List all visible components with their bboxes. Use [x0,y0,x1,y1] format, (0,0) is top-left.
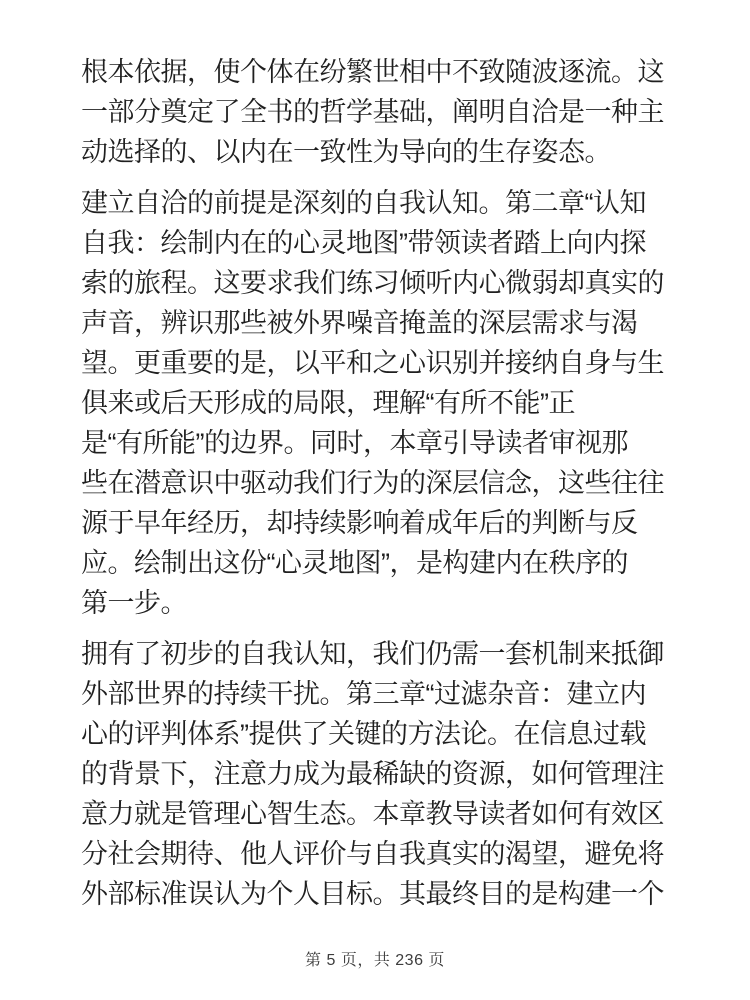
text-line: 索的旅程。这要求我们练习倾听内心微弱却真实的 [81,268,664,298]
text-line: 外部世界的持续干扰。第三章“过滤杂音：建立内 [81,679,646,709]
text-line: 分社会期待、他人评价与自我真实的渴望，避免将 [81,839,664,869]
text-line: 动选择的、以内在一致性为导向的生存姿态。 [81,137,611,167]
paragraph-1 [81,52,681,172]
text-line: 心的评判体系”提供了关键的方法论。在信息过载 [81,719,646,749]
text-line: 建立自洽的前提是深刻的自我认知。第二章“认知 [81,188,646,218]
text-line: 的背景下，注意力成为最稀缺的资源，如何管理注 [81,759,664,789]
text-line: 根本依据，使个体在纷繁世相中不致随波逐流。这 [81,57,664,87]
text-line: 声音，辨识那些被外界噪音掩盖的深层需求与渴 [81,308,638,338]
page-footer [0,947,750,970]
text-line: 源于早年经历，却持续影响着成年后的判断与反 [81,508,638,538]
text-line: 俱来或后天形成的局限，理解“有所不能”正 [81,388,575,418]
page-number-indicator: 第 5 页，共 236 页 [305,952,445,969]
paragraph-3 [81,634,681,914]
text-line: 应。绘制出这份“心灵地图”，是构建内在秩序的 [81,548,628,578]
text-line: 是“有所能”的边界。同时，本章引导读者审视那 [81,428,628,458]
text-line: 拥有了初步的自我认知，我们仍需一套机制来抵御 [81,639,664,669]
document-body [81,52,681,925]
paragraph-2 [81,183,681,623]
text-line: 外部标准误认为个人目标。其最终目的是构建一个 [81,879,664,909]
text-line: 些在潜意识中驱动我们行为的深层信念，这些往往 [81,468,664,498]
text-line: 第一步。 [81,588,187,618]
text-line: 意力就是管理心智生态。本章教导读者如何有效区 [81,799,664,829]
text-line: 望。更重要的是，以平和之心识别并接纳自身与生 [81,348,664,378]
text-line: 自我：绘制内在的心灵地图”带领读者踏上向内探 [81,228,646,258]
text-line: 一部分奠定了全书的哲学基础，阐明自洽是一种主 [81,97,664,127]
